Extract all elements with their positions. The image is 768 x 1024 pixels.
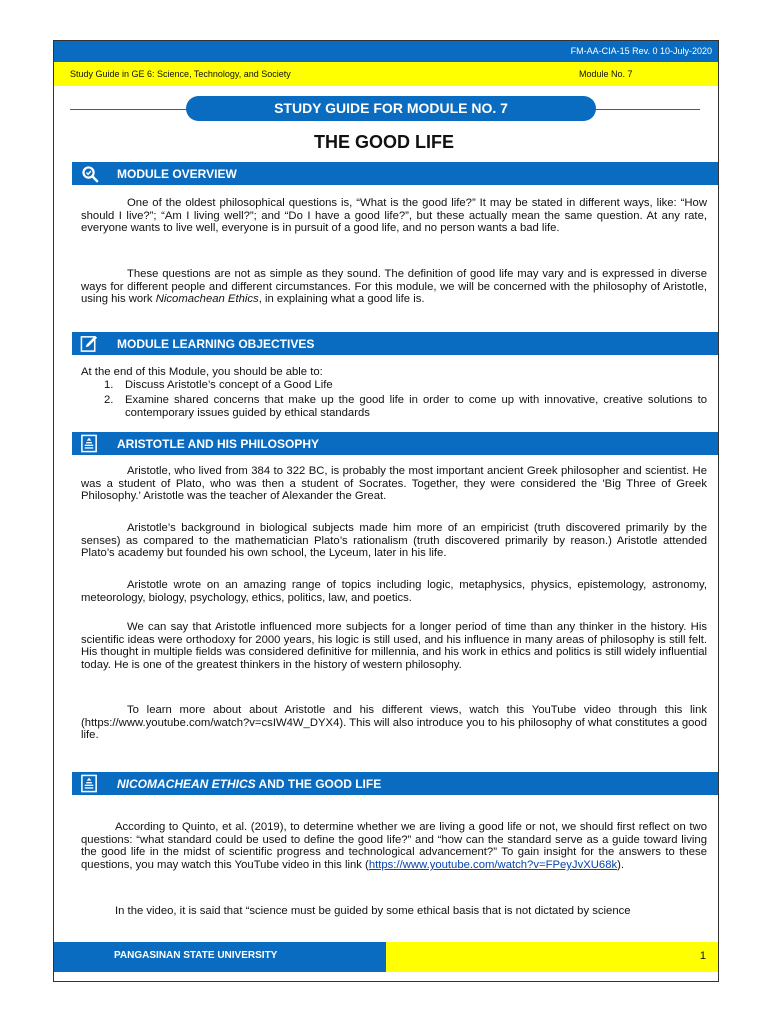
objective-item: 1. Discuss Aristotle’s concept of a Good Life bbox=[104, 379, 333, 391]
footer-page-bar bbox=[386, 942, 718, 972]
section-header-objectives bbox=[72, 332, 718, 355]
magnifier-check-icon bbox=[80, 164, 99, 183]
section-header-nicomachean bbox=[72, 772, 718, 795]
section-title: NICOMACHEAN ETHICS AND THE GOOD LIFE bbox=[117, 777, 382, 791]
page-number: 1 bbox=[699, 950, 706, 962]
header-bar bbox=[54, 41, 718, 62]
page-title: THE GOOD LIFE bbox=[313, 132, 454, 152]
document-icon bbox=[80, 774, 99, 793]
course-bar bbox=[54, 62, 718, 86]
section-title: MODULE LEARNING OBJECTIVES bbox=[117, 337, 315, 351]
document-icon bbox=[80, 434, 99, 453]
aristotle-paragraph-4: We can say that Aristotle influenced more subjects for a longer period of time than any thinker in the history. His scientific ideas were orthodoxy for 2000 years, his logic is still used, and his influence in many areas of philosophy is still felt. His thought in multiple fields was considered definitive for millennia, and his work in ethics and politics is still widely influential today. He is one of the greatest thinkers in the history of western philosophy. bbox=[81, 621, 707, 672]
section-header-overview bbox=[72, 162, 718, 185]
overview-paragraph-2: These questions are not as simple as they sound. The definition of good life may vary and is expressed in diverse ways for different people and different circumstances. For this module, we will be concerned with the philosophy of Aristotle, using his work Nicomachean Ethics, in explaining what a good life is. bbox=[81, 268, 707, 306]
objective-item: 2. Examine shared concerns that make up the good life in order to come up with innovative, creative solutions to contemporary issues guided by ethical standards bbox=[104, 394, 707, 419]
nicomachean-paragraph-1: According to Quinto, et al. (2019), to determine whether we are living a good life or not, we should first reflect on two questions: “what standard could be used to define the good life?” and “how can the standard serve as a guide toward living the good life in the midst of scientific progress and technological advancement?” To gain insight for the answers to these questions, you may watch this YouTube video in this link (https://www.youtube.com/watch?v=FPeyJvXU68k). bbox=[81, 821, 707, 872]
section-header-aristotle bbox=[72, 432, 718, 455]
aristotle-paragraph-2: Aristotle’s background in biological subjects made him more of an empiricist (truth discovered primarily by the senses) as compared to the mathematician Plato’s rationalism (truth discovered primarily by reason.) Aristotle attended Plato’s academy but founded his own school, the Lyceum, later in his life. bbox=[81, 522, 707, 560]
nicomachean-paragraph-2: In the video, it is said that “science must be guided by some ethical basis that is not dictated by science bbox=[115, 905, 631, 917]
form-code: FM-AA-CIA-15 Rev. 0 10-July-2020 bbox=[570, 46, 712, 56]
youtube-link[interactable]: https://www.youtube.com/watch?v=FPeyJvXU68k bbox=[368, 859, 618, 872]
section-title: MODULE OVERVIEW bbox=[117, 167, 237, 181]
aristotle-paragraph-3: Aristotle wrote on an amazing range of topics including logic, metaphysics, physics, epistemology, astronomy, meteorology, biology, psychology, ethics, politics, law, and poetics. bbox=[81, 579, 707, 604]
edit-pencil-icon bbox=[80, 334, 99, 353]
university-name: PANGASINAN STATE UNIVERSITY bbox=[114, 950, 278, 961]
study-guide-banner: STUDY GUIDE FOR MODULE NO. 7 bbox=[186, 96, 596, 121]
course-title: Study Guide in GE 6: Science, Technology, and Society bbox=[70, 69, 291, 79]
section-title: ARISTOTLE AND HIS PHILOSOPHY bbox=[117, 437, 320, 451]
aristotle-paragraph-5: To learn more about about Aristotle and his different views, watch this YouTube video through this link (https://www.youtube.com/watch?v=csIW4W_DYX4). This will also introduce you to his philosophy of what constitutes a good life. bbox=[81, 704, 707, 742]
module-number: Module No. 7 bbox=[579, 69, 633, 79]
objectives-intro: At the end of this Module, you should be able to: bbox=[81, 366, 323, 378]
footer-university-bar bbox=[54, 942, 386, 972]
aristotle-paragraph-1: Aristotle, who lived from 384 to 322 BC, is probably the most important ancient Greek philosopher and scientist. He was a student of Plato, who was then a student of Socrates. Together, they were considered the 'Big Three of Greek Philosophy.' Aristotle was the teacher of Alexander the Great. bbox=[81, 465, 707, 503]
overview-paragraph-1: One of the oldest philosophical questions is, “What is the good life?” It may be stated in different ways, like: “How should I live?”; “Am I living well?”; and “Do I have a good life?”, but these actually mean the same question. At any rate, everyone wants to live well, everyone is in pursuit of a good life, and no person wants a bad life. bbox=[81, 197, 707, 235]
